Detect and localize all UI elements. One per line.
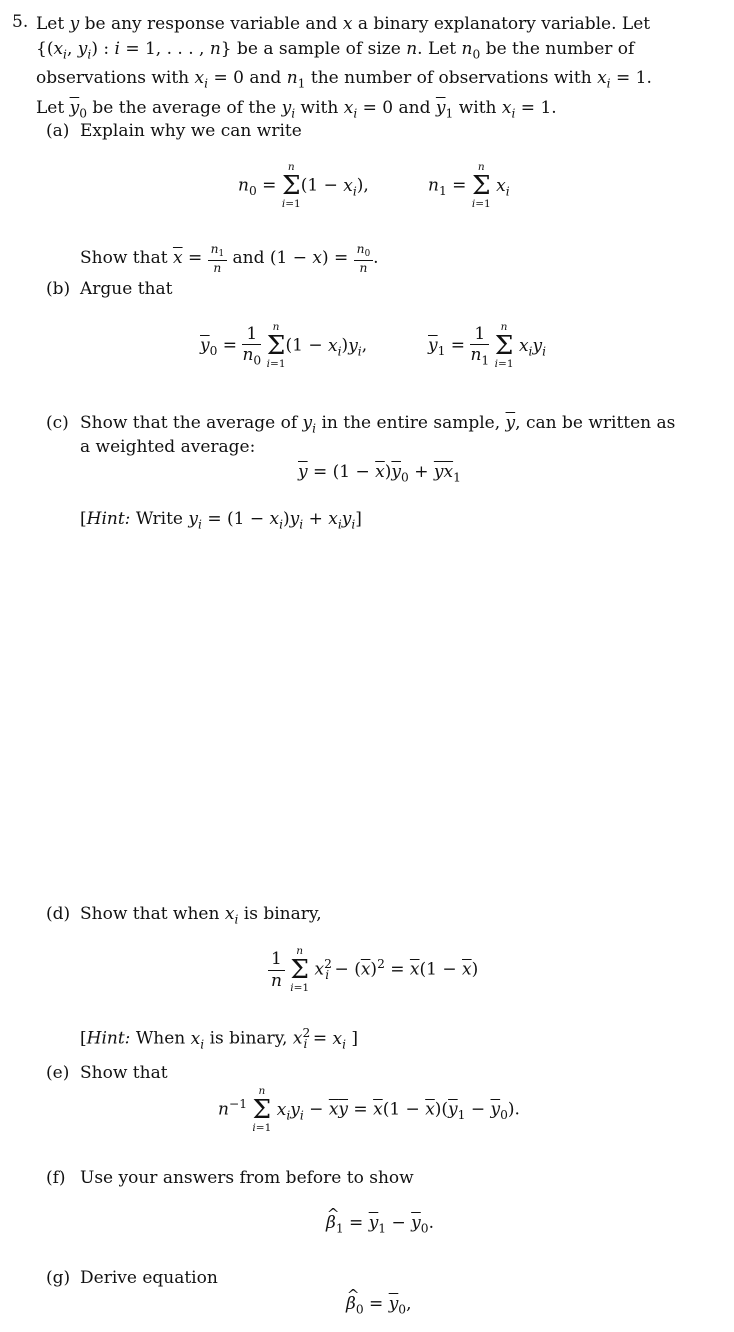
- part-b-label: (b): [46, 279, 71, 299]
- part-d-text: Show that when $x_i$ is binary,: [80, 904, 322, 927]
- equation-n0: $n_0$ = n Σ i=1 $(1 - x_i)$,: [238, 161, 369, 210]
- equation-variance-binary: $\frac{1}{n}$ n Σ i=1 $x^2_i - (\overline{x})^2 = \overline{x}(1 - \overline{x})$: [268, 946, 478, 994]
- equation-covariance: $n^{-1}$ n Σ i=1 $x_iy_i - \overline{x}\overline{y} = \overline{x}(1 - \overline{x})(\overline{y}_1 - \overline{y}_0)$.: [218, 1085, 520, 1134]
- equation-ybar0: $\overline{y}_0$ = $\frac{1}{n_0}$ n Σ i=1 $(1 - x_i)y_i$,: [200, 321, 368, 370]
- part-g-label: (g): [46, 1268, 71, 1288]
- problem-intro: Let y be any response variable and x a binary explanatory variable. Let {($x_i$, $y_i$) : i = 1, . . . , n} be a sample of size n. Let $n_0$ be the number of observations with $x_i = 0$ and $n_1$ the number of observations with $x_i = 1$. Let $\overline{y}_0$ be the average of the $y_i$ with $x_i = 0$ and $\overline{y}_1$ with $x_i = 1$.: [36, 14, 652, 121]
- equation-weighted-average: $\overline{y} = (1 - \overline{x})\overline{y}_0 + \overline{y}\overline{x}_1$: [298, 462, 461, 485]
- part-d-hint: [Hint: When $x_i$ is binary, $x^2_i = x_i$ ]: [80, 1026, 359, 1051]
- part-a-text: Explain why we can write: [80, 121, 302, 141]
- part-c-text: Show that the average of $y_i$ in the entire sample, $\overline{y}$, can be written as: [80, 413, 676, 436]
- part-c-text-2: a weighted average:: [80, 437, 256, 457]
- equation-n1: $n_1$ = n Σ i=1 $x_i$: [428, 161, 510, 210]
- problem-number: 5.: [12, 12, 29, 32]
- part-b-text: Argue that: [80, 279, 173, 299]
- part-a-show: Show that $\overline{x}$ = $\frac{n_1}{n}$ and (1 − x) = $\frac{n_0}{n}$ .: [80, 242, 379, 275]
- part-e-label: (e): [46, 1063, 70, 1083]
- equation-beta1: ^ $\beta_1 = \overline{y}_1 - \overline{y}_0$.: [326, 1213, 434, 1235]
- equation-beta0: ^ $\beta_0 = \overline{y}_0$,: [346, 1294, 412, 1316]
- equation-ybar1: $\overline{y}_1$ = $\frac{1}{n_1}$ n Σ i=1 $x_iy_i$: [428, 321, 546, 370]
- part-a-label: (a): [46, 121, 70, 141]
- part-e-text: Show that: [80, 1063, 168, 1083]
- part-f-label: (f): [46, 1168, 66, 1188]
- part-g-text: Derive equation: [80, 1268, 218, 1288]
- part-c-label: (c): [46, 413, 69, 433]
- part-f-text: Use your answers from before to show: [80, 1168, 414, 1188]
- part-d-label: (d): [46, 904, 71, 924]
- part-c-hint: [Hint: Write $y_i = (1 - x_i)y_i + x_iy_i$]: [80, 509, 362, 532]
